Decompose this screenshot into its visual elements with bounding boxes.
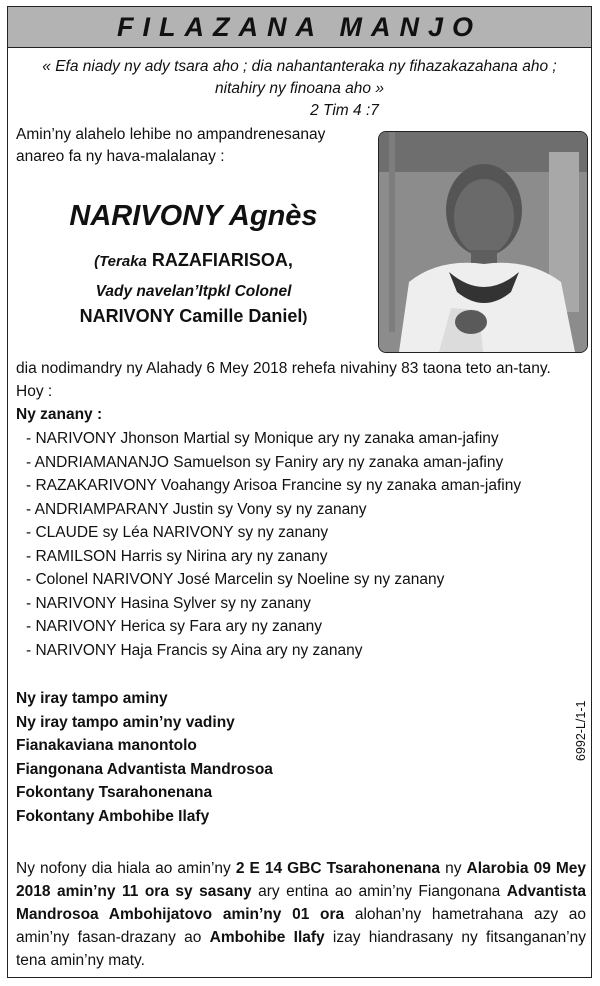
- notice-title: FILAZANA MANJO: [117, 11, 482, 42]
- child-list-item: - NARIVONY Haja Francis sy Aina ary ny zanany: [26, 641, 363, 659]
- notice-frame: [7, 6, 592, 978]
- close-paren: ): [302, 309, 308, 326]
- child-list-item: - RAZAKARIVONY Voahangy Arisoa Francine sy ny zanaka aman-jafiny: [26, 477, 522, 494]
- funeral-text-1: Ny nofony dia hiala ao amin’ny: [16, 860, 236, 877]
- bible-quote-line-1: « Efa niady ny ady tsara aho ; dia nahantanteraka ny fihazakazahana aho ;: [42, 58, 557, 75]
- family-member-item: Ny iray tampo amin’ny vadiny: [16, 713, 235, 731]
- maiden-prefix: (Teraka: [94, 253, 147, 270]
- spouse-name-line: [16, 305, 371, 329]
- portrait-photo: [378, 131, 588, 353]
- child-list-item: - RAMILSON Harris sy Nirina ary ny zanany: [26, 547, 328, 565]
- maiden-name-line: [16, 249, 371, 273]
- funeral-place: 2 E 14 GBC Tsarahonenana: [235, 860, 441, 877]
- funeral-text-3: ary entina ao amin’ny Fiangonana: [251, 883, 507, 900]
- funeral-text-2: ny: [440, 860, 467, 877]
- child-list-item: - ANDRIAMANANJO Samuelson sy Faniry ary ny zanaka aman-jafiny: [26, 453, 504, 471]
- child-list-item: - NARIVONY Herica sy Fara ary ny zanany: [26, 618, 323, 635]
- funeral-text-5: izay hiandrasany ny fitsanganan’ny tena amin’ny maty.: [16, 929, 587, 969]
- funeral-paragraph: [16, 857, 586, 972]
- death-notice-line-1: dia nodimandry ny Alahady 6 Mey 2018 rehefa nivahiny 83 taona teto an-tany.: [16, 360, 551, 377]
- deceased-name: NARIVONY Agnès: [69, 200, 318, 232]
- header-banner: [8, 7, 591, 48]
- funeral-church: Advantista Mandrosoa Ambohijatovo amin’ny 01 ora: [16, 883, 586, 923]
- funeral-date: Alarobia 09 Mey 2018 amin’ny 11 ora sy sasany: [16, 860, 587, 900]
- family-member-item: Fianakaviana manontolo: [16, 737, 197, 754]
- children-heading: Ny zanany :: [16, 406, 103, 423]
- family-member-item: Ny iray tampo aminy: [16, 690, 168, 707]
- ad-reference-code: 6992-L/1-1: [574, 700, 588, 761]
- portrait-photo-icon: [379, 132, 587, 352]
- funeral-text-4: alohan’ny hametrahana azy ao amin’ny fasan-drazany ao: [16, 906, 586, 946]
- child-list-item: - ANDRIAMPARANY Justin sy Vony sy ny zanany: [26, 500, 367, 518]
- death-notice-line-2: Hoy :: [16, 383, 53, 400]
- child-list-item: - NARIVONY Jhonson Martial sy Monique ary ny zanaka aman-jafiny: [26, 430, 499, 447]
- spouse-name: NARIVONY Camille Daniel: [79, 306, 303, 326]
- spouse-line: Vady navelan’Itpkl Colonel: [95, 283, 292, 300]
- maiden-name: RAZAFIARISOA,: [151, 250, 293, 270]
- child-list-item: - CLAUDE sy Léa NARIVONY sy ny zanany: [26, 524, 329, 541]
- child-list-item: - Colonel NARIVONY José Marcelin sy Noeline sy ny zanany: [26, 571, 445, 588]
- family-member-item: Fokontany Tsarahonenana: [16, 784, 213, 801]
- intro-line-2: anareo fa ny hava-malalanay :: [16, 148, 225, 165]
- family-member-item: Fiangonana Advantista Mandrosoa: [16, 760, 273, 778]
- bible-reference: 2 Tim 4 :7: [310, 102, 379, 119]
- bible-quote-line-2: nitahiry ny finoana aho »: [215, 80, 384, 97]
- family-member-item: Fokontany Ambohibe Ilafy: [16, 807, 210, 825]
- funeral-burial-place: Ambohibe Ilafy: [209, 929, 325, 946]
- child-list-item: - NARIVONY Hasina Sylver sy ny zanany: [26, 594, 311, 612]
- intro-line-1: Amin’ny alahelo lehibe no ampandrenesanay: [16, 126, 326, 143]
